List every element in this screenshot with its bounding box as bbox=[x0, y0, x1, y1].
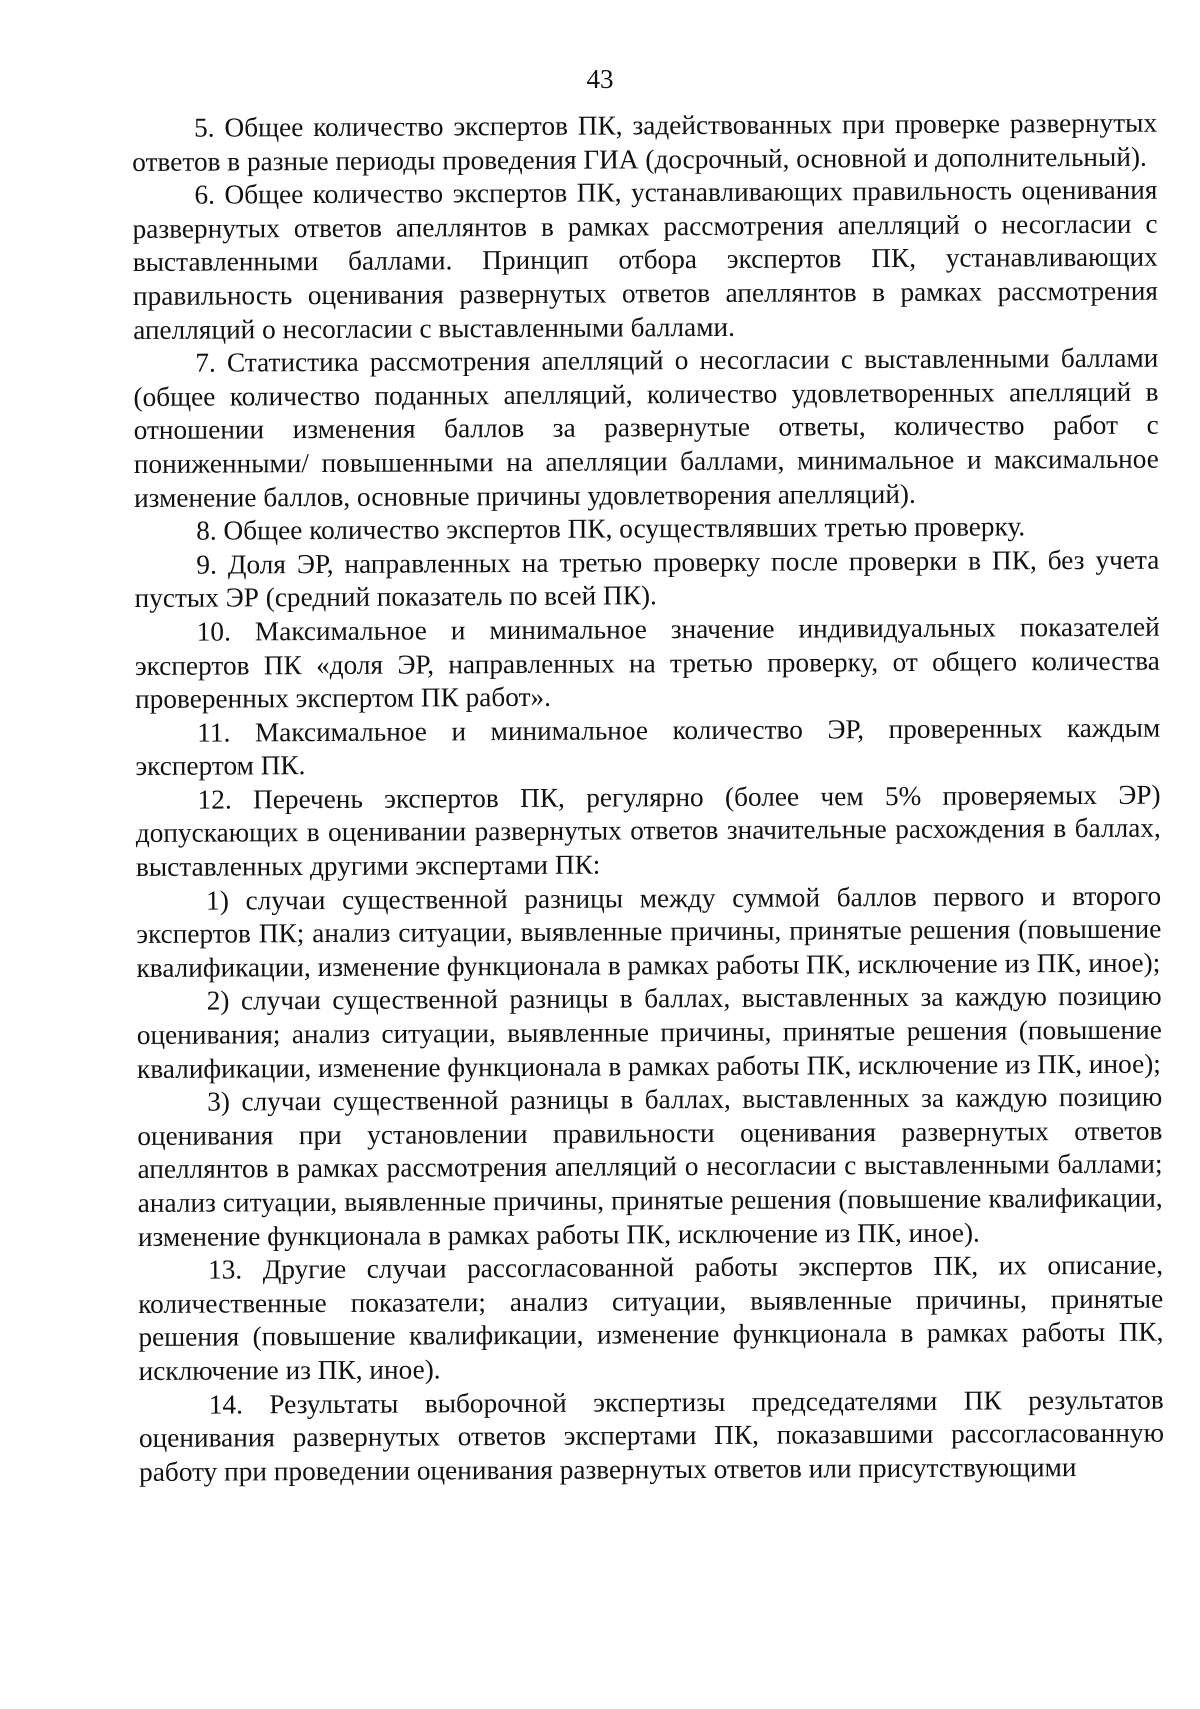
paragraph-item-13: 13. Другие случаи рассогласованной работы экспертов ПК, их описание, количественные показатели; анализ ситуации, выявленные причины, принятые решения (повышение квалификации, изменение функционала в рамках работы ПК, исключение из ПК, иное). bbox=[138, 1249, 1164, 1386]
document-body bbox=[132, 107, 1164, 1490]
subparagraph-12-2: 2) случаи существенной разницы в баллах, выставленных за каждую позицию оценивания; анализ ситуации, выявленные причины, принятые решения (повышение квалификации, изменение функционала в рамках работы ПК, исключение из ПК, иное); bbox=[136, 981, 1162, 1084]
paragraph-item-11: 11. Максимальное и минимальное количество ЭР, проверенных каждым экспертом ПК. bbox=[135, 712, 1161, 782]
paragraph-item-7: 7. Статистика рассмотрения апелляций о несогласии с выставленными баллами (общее количество поданных апелляций, количество удовлетворенных апелляций в отношении изменения баллов за развернутые ответы, количество работ с пониженными/ повышенными на апелляции баллами, минимальное и максимальное изменение баллов, основные причины удовлетворения апелляций). bbox=[133, 342, 1159, 513]
paragraph-item-5: 5. Общее количество экспертов ПК, задействованных при проверке развернутых ответов в разные периоды проведения ГИА (досрочный, основной и дополнительный). bbox=[132, 107, 1158, 177]
paragraph-item-12: 12. Перечень экспертов ПК, регулярно (более чем 5% проверяемых ЭР) допускающих в оценивании развернутых ответов значительные расхождения в баллах, выставленных другими экспертами ПК: bbox=[135, 779, 1161, 883]
paragraph-item-14: 14. Результаты выборочной экспертизы председателями ПК результатов оценивания развернутых ответов экспертами ПК, показавшими рассогласованную работу при проведении оценивания развернутых ответов или присутствующими bbox=[138, 1384, 1165, 1487]
paragraph-item-10: 10. Максимальное и минимальное значение индивидуальных показателей экспертов ПК «доля ЭР, направленных на третью проверку, от общего количества проверенных экспертом ПК работ». bbox=[134, 611, 1160, 715]
page-number: 43 bbox=[586, 64, 614, 94]
paragraph-item-9: 9. Доля ЭР, направленных на третью проверку после проверки в ПК, без учета пустых ЭР (средний показатель по всей ПК). bbox=[134, 544, 1160, 614]
paragraph-item-6: 6. Общее количество экспертов ПК, устанавливающих правильность оценивания развернутых ответов апеллянтов в рамках рассмотрения апелляций о несогласии с выставленными баллами. Принцип отбора экспертов ПК, устанавливающих правильность оценивания развернутых ответов апеллянтов в рамках рассмотрения апелляций о несогласии с выставленными баллами. bbox=[132, 174, 1159, 345]
paragraph-item-8: 8. Общее количество экспертов ПК, осуществлявших третью проверку. bbox=[196, 511, 1026, 546]
subparagraph-12-3: 3) случаи существенной разницы в баллах, выставленных за каждую позицию оценивания при установлении правильности оценивания развернутых ответов апеллянтов в рамках рассмотрения апелляций о несогласии с выставленными баллами; анализ ситуации, выявленные причины, принятые решения (повышение квалификации, изменение функционала в рамках работы ПК, исключение из ПК, иное). bbox=[137, 1081, 1163, 1252]
subparagraph-12-1: 1) случаи существенной разницы между суммой баллов первого и второго экспертов ПК; анализ ситуации, выявленные причины, принятые решения (повышение квалификации, изменение функционала в рамках работы ПК, исключение из ПК, иное); bbox=[136, 880, 1162, 983]
